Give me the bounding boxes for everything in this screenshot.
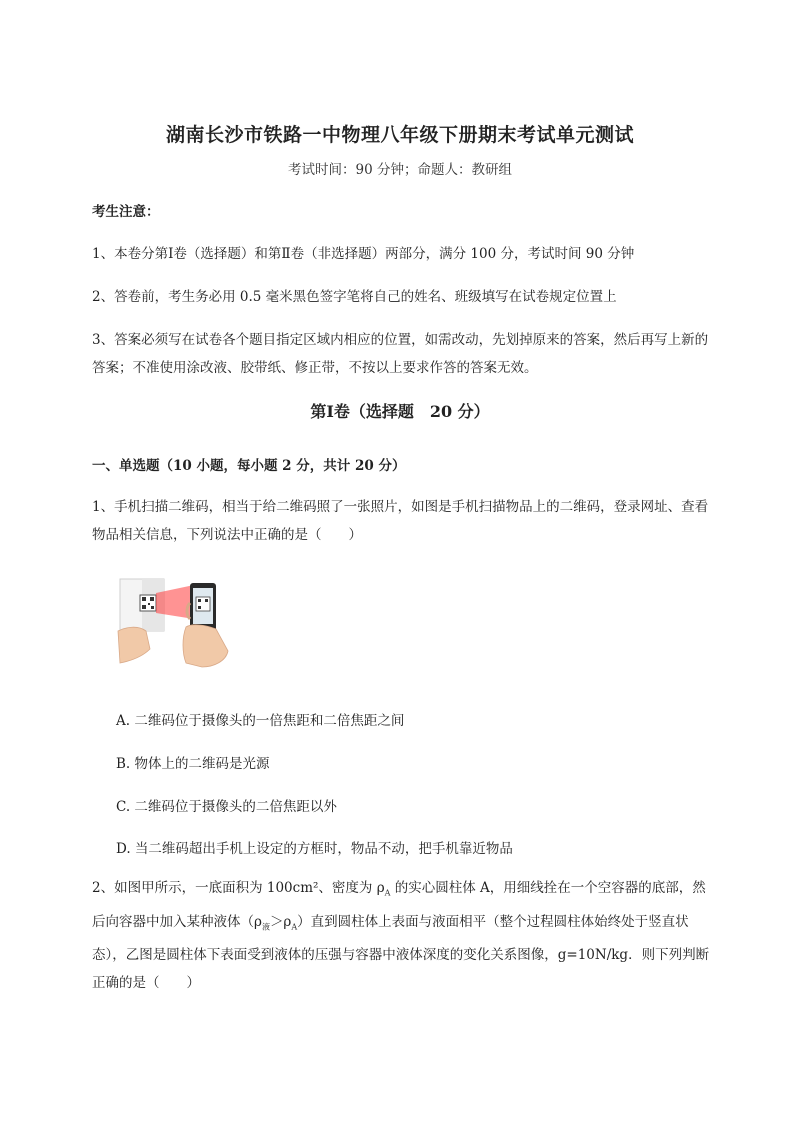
q2-sub-a2: A	[291, 922, 298, 932]
notice-item-3: 3、答案必须写在试卷各个题目指定区域内相应的位置，如需改动，先划掉原来的答案，然后再写上新的答案；不准使用涂改液、胶带纸、修正带，不按以上要求作答的答案无效。	[92, 332, 709, 376]
exam-meta: 考试时间：90 分钟；命题人：教研组	[288, 162, 512, 178]
question-1-option-b[interactable]: B. 物体上的二维码是光源	[116, 756, 270, 772]
q2-part1: 2、如图甲所示，一底面积为 100cm²、密度为 ρ	[92, 880, 385, 896]
notice-item-2: 2、答卷前，考生务必用 0.5 毫米黑色签字笔将自己的姓名、班级填写在试卷规定位置上	[92, 289, 617, 305]
q2-sub-a: A	[384, 888, 391, 898]
part-heading: 一、单选题（10 小题，每小题 2 分，共计 20 分）	[92, 458, 406, 474]
section-title: 第Ⅰ卷（选择题 20 分）	[310, 402, 490, 421]
question-2-text	[92, 874, 712, 997]
q2-part3: ＞ρ	[269, 913, 292, 930]
qr-scan-figure	[116, 573, 234, 669]
q2-part4: ）直到圆柱体上表面与液面相平（整个过程圆柱体始终处于竖直状态），乙图是圆柱体下表面受到液体的压强与容器中液体深度的变化关系图像，g=10N/kg．则下列判断正确的是（ ）	[92, 913, 710, 992]
question-1-option-d[interactable]: D. 当二维码超出手机上设定的方框时，物品不动，把手机靠近物品	[116, 841, 513, 857]
page-title: 湖南长沙市铁路一中物理八年级下册期末考试单元测试	[165, 124, 634, 146]
q2-part2: 的实心圆柱体 A，用细线拴在一个空容器的底部，然后向容器中加入某种液体（ρ	[92, 880, 706, 930]
q2-sub-liquid: 液	[261, 922, 270, 932]
notice-item-1: 1、本卷分第Ⅰ卷（选择题）和第Ⅱ卷（非选择题）两部分，满分 100 分，考试时间 90 分钟	[92, 246, 635, 262]
question-1-text: 1、手机扫描二维码，相当于给二维码照了一张照片，如图是手机扫描物品上的二维码，登录网址、查看物品相关信息，下列说法中正确的是（ ）	[92, 499, 709, 543]
question-1-option-a[interactable]: A. 二维码位于摄像头的一倍焦距和二倍焦距之间	[116, 713, 405, 729]
notice-heading: 考生注意：	[92, 204, 160, 220]
question-1-option-c[interactable]: C. 二维码位于摄像头的二倍焦距以外	[116, 799, 337, 815]
